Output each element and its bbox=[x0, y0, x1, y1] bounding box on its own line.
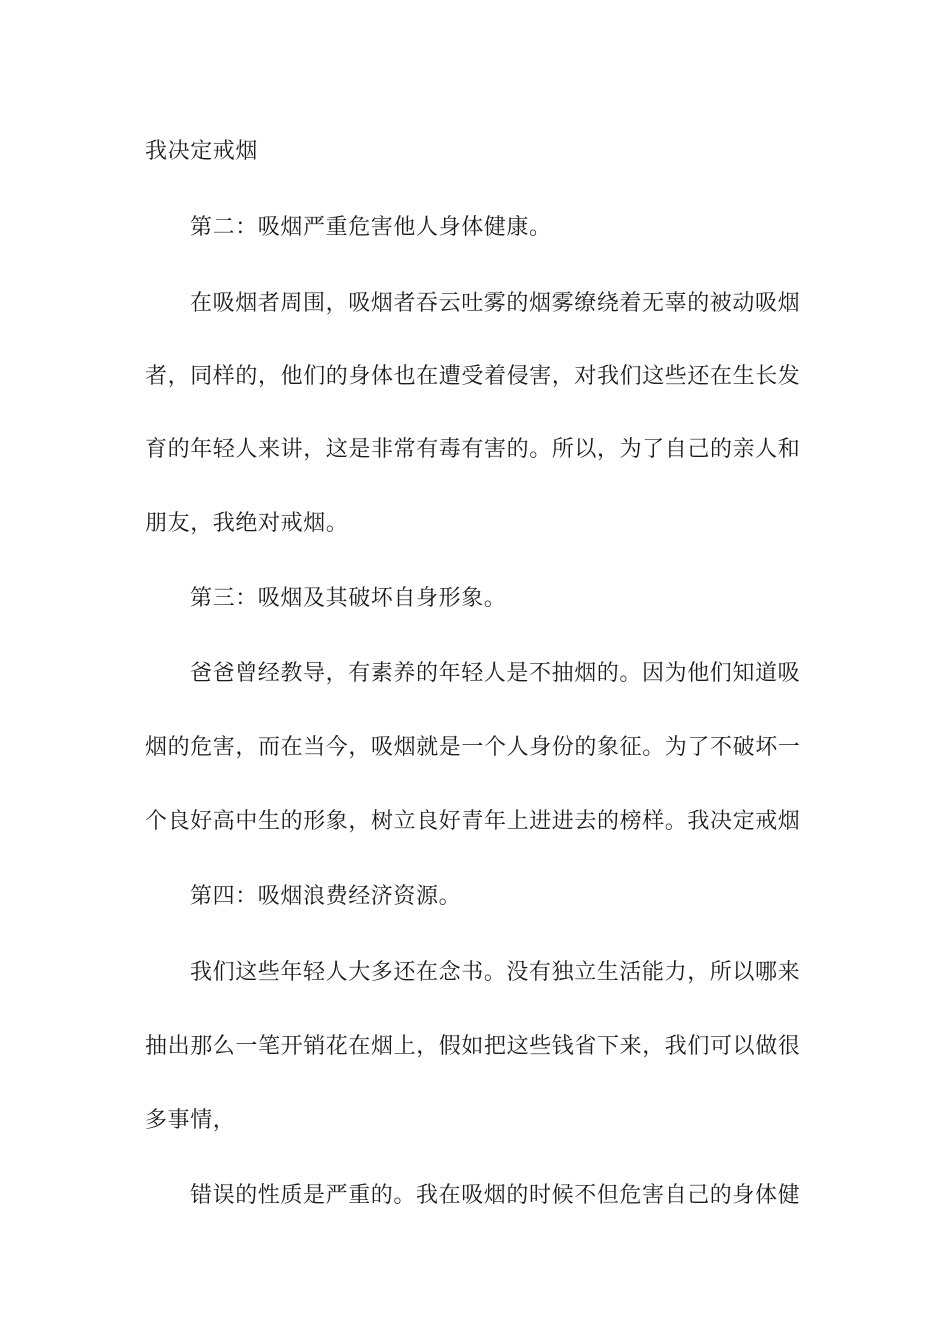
text-line-6: 朋友，我绝对戒烟。 bbox=[145, 511, 349, 536]
text-line-10: 个良好高中生的形象，树立良好青年上进进去的榜样。我决定戒烟 bbox=[145, 809, 801, 834]
text-line-5: 育的年轻人来讲，这是非常有毒有害的。所以，为了自己的亲人和 bbox=[145, 437, 801, 462]
text-line-9: 烟的危害，而在当今，吸烟就是一个人身份的象征。为了不破坏一 bbox=[145, 735, 801, 760]
text-line-13: 抽出那么一笔开销花在烟上，假如把这些钱省下来，我们可以做很 bbox=[145, 1034, 801, 1059]
section-heading-four: 第四：吸烟浪费经济资源。 bbox=[190, 884, 462, 909]
text-line-12: 我们这些年轻人大多还在念书。没有独立生活能力，所以哪来 bbox=[190, 960, 801, 985]
text-line-14: 多事情， bbox=[145, 1108, 236, 1133]
text-line-1: 我决定戒烟 bbox=[145, 139, 259, 164]
section-heading-two: 第二：吸烟严重危害他人身体健康。 bbox=[190, 215, 552, 240]
text-line-4: 者，同样的，他们的身体也在遭受着侵害，对我们这些还在生长发 bbox=[145, 364, 801, 389]
text-line-8: 爸爸曾经教导，有素养的年轻人是不抽烟的。因为他们知道吸 bbox=[190, 661, 801, 686]
text-line-3: 在吸烟者周围，吸烟者吞云吐雾的烟雾缭绕着无辜的被动吸烟 bbox=[190, 291, 801, 316]
text-line-15: 错误的性质是严重的。我在吸烟的时候不但危害自己的身体健 bbox=[190, 1183, 801, 1208]
section-heading-three: 第三：吸烟及其破坏自身形象。 bbox=[190, 586, 507, 611]
